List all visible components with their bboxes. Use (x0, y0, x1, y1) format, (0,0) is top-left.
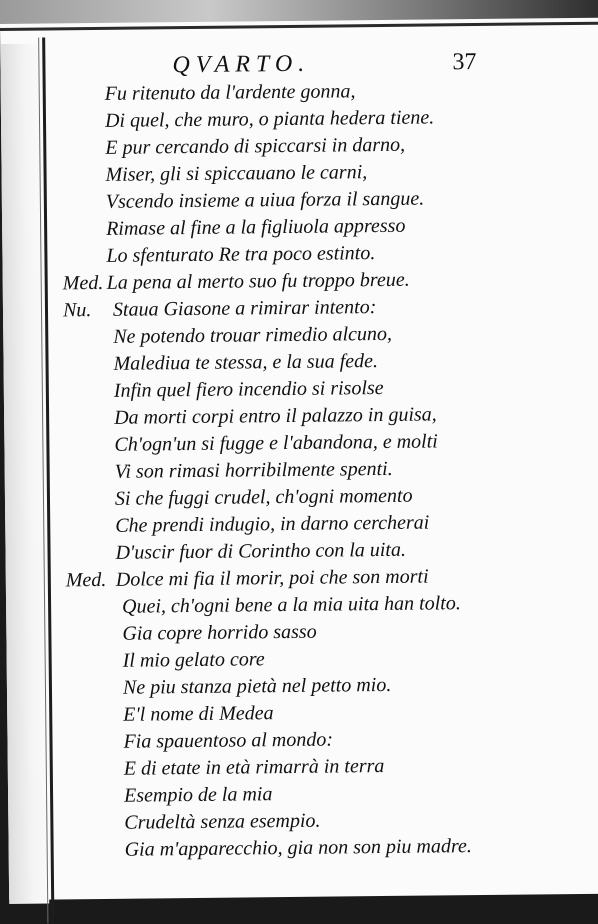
running-head: QVARTO. (172, 50, 311, 79)
verse-text: E di etate in età rimarrà in terra (123, 755, 385, 780)
book-page (0, 18, 598, 900)
verse-text: D'uscir fuor di Corintho con la uita. (115, 538, 407, 564)
verse-text: Infin quel fiero incendio si risolse (113, 377, 384, 402)
verse-text: Gia m'apparecchio, gia non son piu madre. (124, 835, 472, 861)
verse-text: Crudeltà senza esempio. (124, 809, 321, 834)
verse-text: Staua Giasone a rimirar intento: (112, 296, 377, 321)
verse-text: La pena al merto suo fu troppo breue. (106, 268, 410, 294)
verse-text: Ne potendo trouar rimedio alcuno, (113, 322, 393, 348)
verse-text: Miser, gli si spiccauano le carni, (105, 161, 368, 186)
verse-text: Malediua te stessa, e la sua fede. (113, 350, 379, 375)
verse-text: E'l nome di Medea (123, 702, 274, 726)
page-number: 37 (452, 49, 477, 76)
verse-text: Fia spauentoso al mondo: (123, 728, 334, 753)
verse-block (1, 78, 598, 861)
verse-text: Che prendi indugio, in darno cercherai (115, 511, 430, 537)
speaker-label: Med. (65, 568, 107, 592)
verse-text: Ch'ogn'un si fugge e l'abandona, e molti (114, 430, 438, 456)
verse-text: Dolce mi fia il morir, poi che son morti (115, 565, 429, 591)
verse-text: Ne piu stanza pietà nel petto mio. (122, 673, 392, 699)
speaker-label: Nu. (62, 299, 92, 322)
verse-text: Lo sfenturato Re tra poco estinto. (106, 242, 376, 267)
verse-text: Esempio de la mia (123, 783, 273, 807)
verse-text: Gia copre horrido sasso (122, 620, 317, 645)
verse-text: Il mio gelato core (122, 648, 265, 672)
verse-text: Di quel, che muro, o pianta hedera tiene. (104, 106, 435, 132)
verse-text: Rimase al fine a la figliuola appresso (106, 214, 406, 240)
verse-line (9, 834, 598, 867)
verse-text: Vscendo insieme a uiua forza il sangue. (105, 187, 425, 213)
verse-text: E pur cercando di spiccarsi in darno, (105, 133, 406, 159)
verse-text: Quei, ch'ogni bene a la mia uita han tolto. (121, 592, 461, 618)
verse-text: Fu ritenuto da l'ardente gonna, (104, 80, 356, 105)
verse-text: Vi son rimasi horribilmente spenti. (114, 457, 393, 483)
verse-text: Da morti corpi entro il palazzo in guisa, (114, 403, 437, 429)
speaker-label: Med. (62, 271, 104, 295)
verse-text: Si che fuggi crudel, ch'ogni momento (114, 484, 413, 510)
